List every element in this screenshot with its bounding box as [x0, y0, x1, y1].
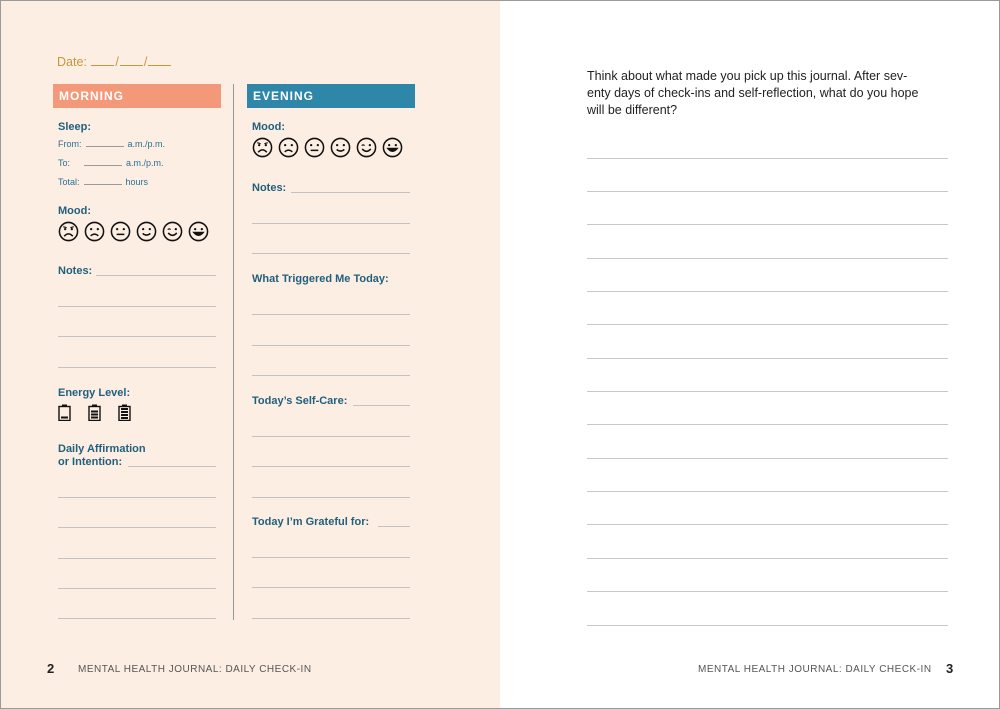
- neutral-face-icon[interactable]: [304, 137, 325, 158]
- left-page: [1, 1, 500, 708]
- morning-mood-label: Mood:: [58, 205, 91, 217]
- writing-line[interactable]: [587, 291, 948, 292]
- evening-notes-line[interactable]: [252, 253, 410, 254]
- morning-notes-line[interactable]: [58, 367, 216, 368]
- writing-line[interactable]: [587, 424, 948, 425]
- morning-notes-line[interactable]: [96, 275, 216, 276]
- happy-face-icon[interactable]: [188, 221, 209, 242]
- very-sad-face-icon[interactable]: [58, 221, 79, 242]
- evening-notes-label: Notes:: [252, 182, 287, 194]
- triggered-label: What Triggered Me Today:: [252, 273, 389, 285]
- self-care-line[interactable]: [252, 497, 410, 498]
- date-day-blank[interactable]: [120, 54, 143, 66]
- evening-notes-line[interactable]: [252, 223, 410, 224]
- page-number-right: 3: [946, 661, 954, 676]
- battery-medium-icon[interactable]: [88, 404, 101, 421]
- battery-low-icon[interactable]: [58, 404, 71, 421]
- self-care-line[interactable]: [252, 436, 410, 437]
- sleep-total-row: [58, 175, 148, 187]
- date-month-blank[interactable]: [91, 54, 114, 66]
- grateful-label: Today I’m Grateful for:: [252, 516, 370, 528]
- triggered-line[interactable]: [252, 314, 410, 315]
- neutral-face-icon[interactable]: [110, 221, 131, 242]
- prompt-line-2: enty days of check-ins and self-reflection, what do you hope: [587, 86, 919, 100]
- evening-notes-line[interactable]: [291, 192, 410, 193]
- date-slash: /: [143, 55, 148, 69]
- prompt-line-3: will be different?: [587, 103, 678, 117]
- sad-face-icon[interactable]: [278, 137, 299, 158]
- grateful-line[interactable]: [252, 587, 410, 588]
- sleep-from-label: From:: [58, 139, 82, 149]
- writing-line[interactable]: [587, 158, 948, 159]
- affirmation-line[interactable]: [58, 618, 216, 619]
- morning-notes-line[interactable]: [58, 306, 216, 307]
- sleep-from-row: [58, 137, 165, 149]
- triggered-line[interactable]: [252, 345, 410, 346]
- writing-line[interactable]: [587, 625, 948, 626]
- grateful-line[interactable]: [252, 618, 410, 619]
- sleep-hours-unit: hours: [125, 177, 149, 187]
- self-care-line[interactable]: [252, 466, 410, 467]
- writing-line[interactable]: [587, 191, 948, 192]
- sleep-to-blank[interactable]: [84, 156, 122, 166]
- affirmation-label-line2: or Intention:: [58, 456, 123, 468]
- sad-face-icon[interactable]: [84, 221, 105, 242]
- wink-face-icon[interactable]: [162, 221, 183, 242]
- date-year-blank[interactable]: [148, 54, 171, 66]
- writing-line[interactable]: [587, 224, 948, 225]
- sleep-label: Sleep:: [58, 121, 92, 133]
- morning-notes-line[interactable]: [58, 336, 216, 337]
- morning-mood-scale: [58, 221, 209, 242]
- affirmation-line[interactable]: [58, 588, 216, 589]
- page-number-left: 2: [47, 661, 55, 676]
- writing-line[interactable]: [587, 524, 948, 525]
- happy-face-icon[interactable]: [382, 137, 403, 158]
- sleep-total-label: Total:: [58, 177, 80, 187]
- date-label: Date:: [57, 55, 87, 69]
- date-field: [57, 54, 172, 69]
- sleep-total-blank[interactable]: [84, 175, 122, 185]
- prompt-line-1: Think about what made you pick up this journal. After sev-: [587, 69, 908, 83]
- sleep-to-row: [58, 156, 164, 168]
- affirmation-line[interactable]: [58, 527, 216, 528]
- triggered-line[interactable]: [252, 375, 410, 376]
- writing-line[interactable]: [587, 591, 948, 592]
- sleep-to-ampm: a.m./p.m.: [126, 158, 164, 168]
- reflection-prompt: [587, 68, 957, 119]
- grateful-line[interactable]: [378, 526, 410, 527]
- writing-line[interactable]: [587, 558, 948, 559]
- writing-line[interactable]: [587, 458, 948, 459]
- smile-face-icon[interactable]: [136, 221, 157, 242]
- sleep-from-ampm: a.m./p.m.: [127, 139, 166, 149]
- affirmation-line[interactable]: [58, 558, 216, 559]
- grateful-line[interactable]: [252, 557, 410, 558]
- smile-face-icon[interactable]: [330, 137, 351, 158]
- footer-title-right: MENTAL HEALTH JOURNAL: DAILY CHECK-IN: [698, 664, 932, 675]
- morning-header: MORNING: [53, 84, 221, 108]
- sleep-from-blank[interactable]: [86, 137, 124, 147]
- writing-line[interactable]: [587, 491, 948, 492]
- evening-header: EVENING: [247, 84, 415, 108]
- writing-line[interactable]: [587, 391, 948, 392]
- battery-full-icon[interactable]: [118, 404, 131, 421]
- very-sad-face-icon[interactable]: [252, 137, 273, 158]
- energy-level-label: Energy Level:: [58, 387, 131, 399]
- evening-mood-scale: [252, 137, 403, 158]
- wink-face-icon[interactable]: [356, 137, 377, 158]
- self-care-line[interactable]: [353, 405, 410, 406]
- self-care-label: Today’s Self-Care:: [252, 395, 348, 407]
- column-divider: [233, 84, 234, 620]
- affirmation-line[interactable]: [128, 466, 216, 467]
- morning-notes-label: Notes:: [58, 265, 93, 277]
- affirmation-label-line1: Daily Affirmation: [58, 443, 146, 455]
- sleep-to-label: To:: [58, 158, 71, 168]
- writing-line[interactable]: [587, 324, 948, 325]
- writing-line[interactable]: [587, 258, 948, 259]
- footer-title-left: MENTAL HEALTH JOURNAL: DAILY CHECK-IN: [78, 664, 312, 675]
- writing-line[interactable]: [587, 358, 948, 359]
- evening-mood-label: Mood:: [252, 121, 285, 133]
- date-slash: /: [115, 55, 119, 69]
- affirmation-line[interactable]: [58, 497, 216, 498]
